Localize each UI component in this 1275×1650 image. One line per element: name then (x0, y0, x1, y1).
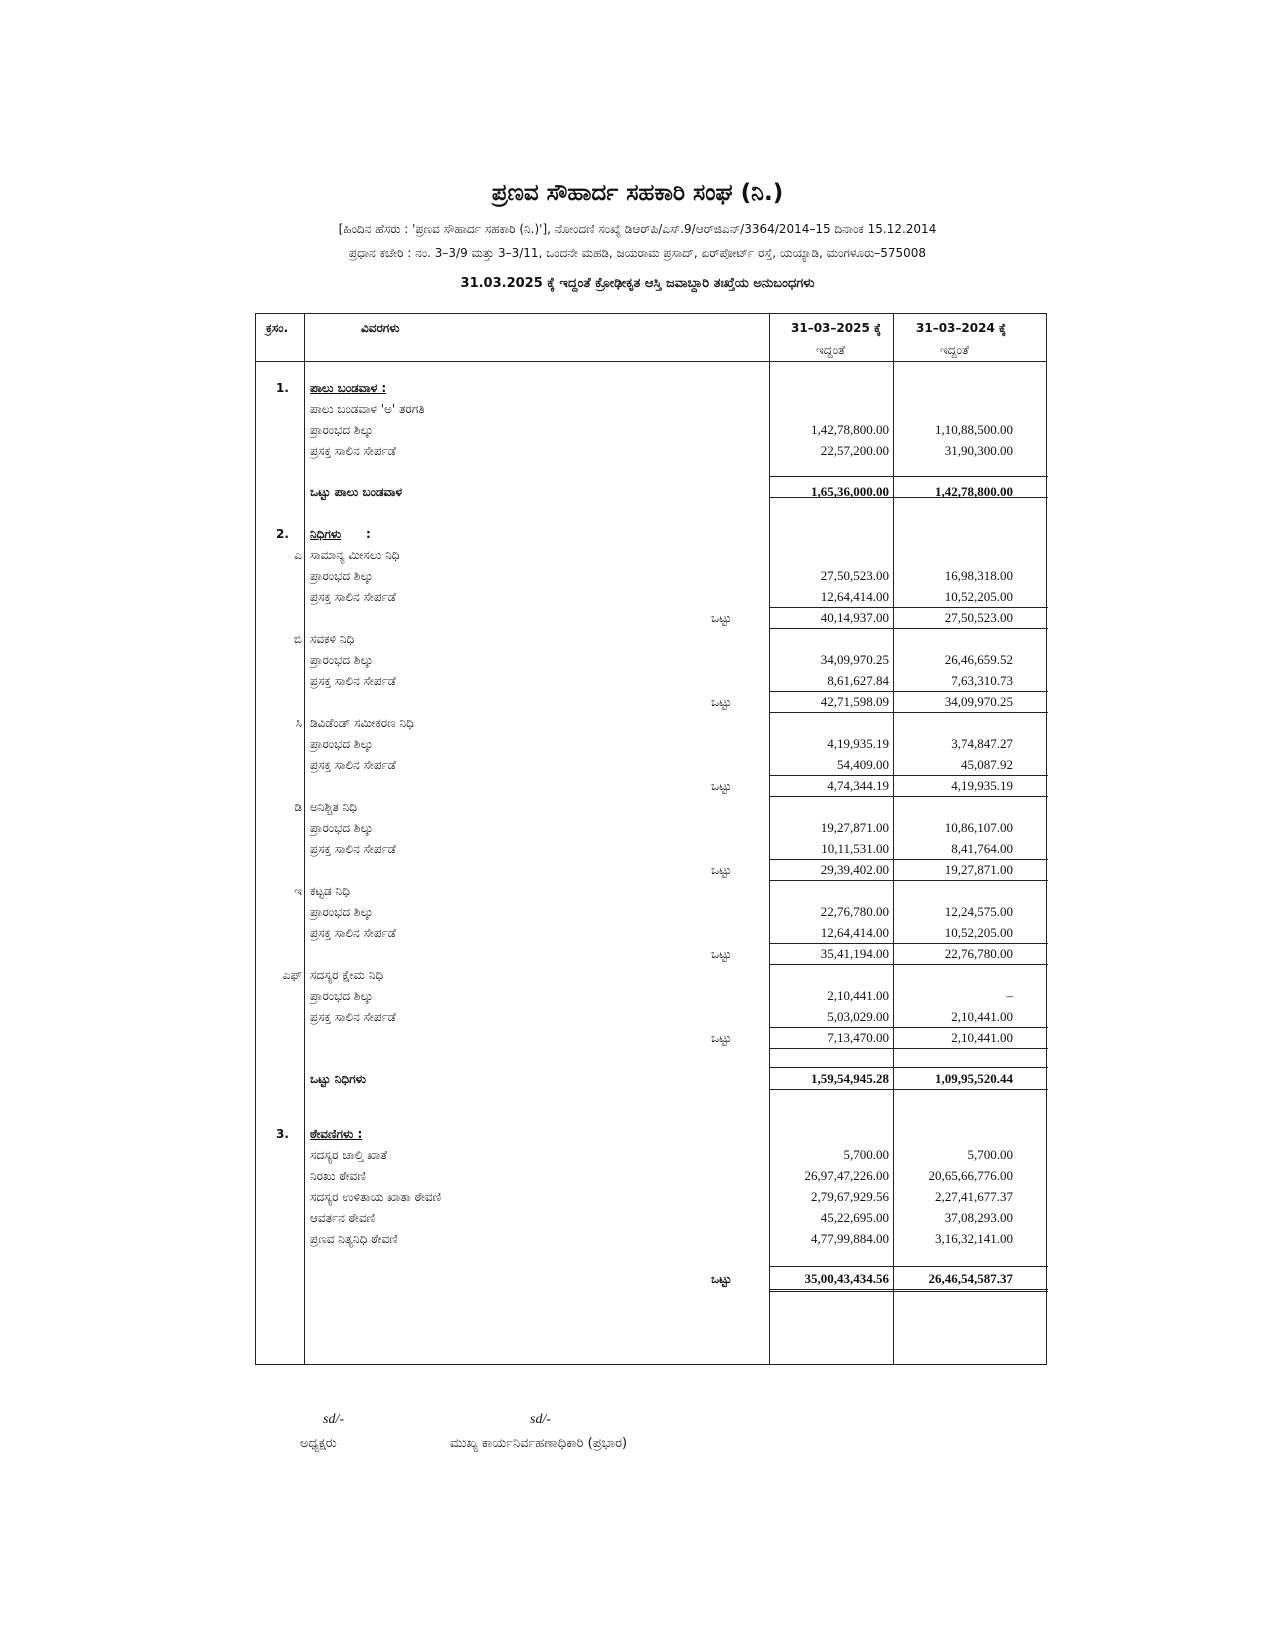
value-2025: 22,57,200.00 (820, 443, 889, 458)
value-2025: 2,79,67,929.56 (811, 1189, 889, 1204)
subtotal-rule-bottom (769, 1048, 1048, 1049)
row-label: ಪ್ರಾರಂಭದ ಶಿಲ್ಕು (310, 423, 374, 437)
subtotal-2024: 4,19,935.19 (951, 778, 1013, 793)
value-2025: 54,409.00 (837, 757, 889, 772)
subtotal-rule-top (769, 1027, 1048, 1028)
column-divider (893, 314, 894, 1364)
row-label: ಪ್ರಸಕ್ತ ಸಾಲಿನ ಸೇರ್ಪಡೆ (310, 1010, 396, 1024)
subtotal-2024: 19,27,871.00 (944, 862, 1013, 877)
fund-name: ಸಾಮಾನ್ಯ ಮೀಸಲು ನಿಧಿ (310, 548, 400, 562)
row-label: ಪ್ರಾರಂಭದ ಶಿಲ್ಕು (310, 737, 374, 751)
subtotal-rule-top (769, 691, 1048, 692)
fund-name: ಕಟ್ಟಡ ನಿಧಿ (310, 884, 350, 898)
value-2024: 3,74,847.27 (951, 736, 1013, 751)
row-label: ಪ್ರಸಕ್ತ ಸಾಲಿನ ಸೇರ್ಪಡೆ (310, 444, 396, 458)
value-2025: 1,42,78,800.00 (811, 422, 889, 437)
value-2025: 5,03,029.00 (827, 1009, 889, 1024)
subtotal-2024: 27,50,523.00 (944, 610, 1013, 625)
subtotal-2025: 29,39,402.00 (820, 862, 889, 877)
value-2025: 4,19,935.19 (827, 736, 889, 751)
total-2024: 1,42,78,800.00 (935, 484, 1013, 499)
subtotal-2024: 34,09,970.25 (944, 694, 1013, 709)
subtotal-rule-bottom (769, 712, 1048, 713)
value-2024: 37,08,293.00 (944, 1210, 1013, 1225)
society-title: ಪ್ರಣವ ಸೌಹಾರ್ದ ಸಹಕಾರಿ ಸಂಘ (ನಿ.) (491, 180, 784, 206)
row-label: ಪ್ರಾರಂಭದ ಶಿಲ್ಕು (310, 989, 374, 1003)
subtotal-2025: 35,41,194.00 (820, 946, 889, 961)
value-2024: 7,63,310.73 (951, 673, 1013, 688)
value-2025: 4,77,99,884.00 (811, 1231, 889, 1246)
value-2024: 2,10,441.00 (951, 1009, 1013, 1024)
total-2024: 26,46,54,587.37 (928, 1271, 1013, 1286)
value-2024: 10,52,205.00 (944, 925, 1013, 940)
col-header-2024: 31–03–2024 ಕ್ಕೆ (916, 321, 1006, 335)
value-2024: 31,90,300.00 (944, 443, 1013, 458)
total-2025: 35,00,43,434.56 (804, 1271, 889, 1286)
value-2024: 8,41,764.00 (951, 841, 1013, 856)
statement-heading: 31.03.2025 ಕ್ಕೆ ಇದ್ದಂತೆ ಕ್ರೋಢೀಕೃತ ಆಸ್ತಿ ಜವಾಬ್ದಾರಿ ತಃಖ್ತೆಯ ಅನುಬಂಧಗಳು (460, 276, 815, 291)
subtotal-rule-bottom (769, 796, 1048, 797)
subtotal-label: ಒಟ್ಟು (711, 863, 732, 877)
former-name-registration: [ಹಿಂದಿನ ಹೆಸರು : 'ಪ್ರಣವ ಸೌಹಾರ್ದ ಸಹಕಾರಿ (ನಿ.)'], ನೋಂದಣಿ ಸಂಖ್ಯೆ ಡಿಆರ್‌ಪಿ/ಎಸ್.9/ಆರ್‌ಜಿಎನ್/3364/2014–15 ದಿನಾಂಕ 15.12.2014 (338, 222, 937, 236)
column-divider (769, 314, 770, 1364)
deposit-label: ಸದಸ್ಯರ ಚಾಲ್ತಿ ಖಾತೆ (310, 1148, 388, 1162)
col-header-2024-sub: ಇದ್ದಂತೆ (940, 343, 969, 357)
value-2025: 19,27,871.00 (820, 820, 889, 835)
value-2025: 26,97,47,226.00 (804, 1168, 889, 1183)
subtotal-2024: 22,76,780.00 (944, 946, 1013, 961)
value-2025: 45,22,695.00 (820, 1210, 889, 1225)
total-rule-top (769, 476, 1048, 477)
subtotal-label: ಒಟ್ಟು (711, 611, 732, 625)
total-2025: 1,65,36,000.00 (811, 484, 889, 499)
value-2024: 2,27,41,677.37 (935, 1189, 1013, 1204)
row-label: ಪ್ರಾರಂಭದ ಶಿಲ್ಕು (310, 569, 374, 583)
deposit-label: ಸದಸ್ಯರ ಉಳಿತಾಯ ಖಾತಾ ಠೇವಣಿ (310, 1190, 442, 1204)
subtotal-label: ಒಟ್ಟು (711, 947, 732, 961)
value-2024: 10,52,205.00 (944, 589, 1013, 604)
col-header-sno: ಕ್ರಸಂ. (266, 321, 289, 335)
fund-letter: ಇ (294, 884, 302, 898)
row-label: ಪ್ರಾರಂಭದ ಶಿಲ್ಕು (310, 821, 374, 835)
subtotal-rule-top (769, 859, 1048, 860)
fund-name: ಅನಿಶ್ಚಿತ ನಿಧಿ (310, 800, 357, 814)
deposits-total-label: ಒಟ್ಟು (711, 1272, 732, 1286)
subtotal-rule-top (769, 943, 1048, 944)
row-label: ಪ್ರಸಕ್ತ ಸಾಲಿನ ಸೇರ್ಪಡೆ (310, 674, 396, 688)
total-rule-bottom (769, 497, 1048, 498)
subtotal-2024: 2,10,441.00 (951, 1030, 1013, 1045)
subtotal-2025: 42,71,598.09 (820, 694, 889, 709)
row-label: ಪ್ರಾರಂಭದ ಶಿಲ್ಕು (310, 905, 374, 919)
president-signature: sd/- (323, 1412, 344, 1427)
fund-name: ಸವಕಳಿ ನಿಧಿ (310, 632, 355, 646)
value-2025: 2,10,441.00 (827, 988, 889, 1003)
subtotal-rule-top (769, 607, 1048, 608)
section-number: 2. (276, 527, 289, 541)
subtotal-label: ಒಟ್ಟು (711, 695, 732, 709)
section-title-share-capital: ಪಾಲು ಬಂಡವಾಳ : (310, 381, 387, 395)
fund-letter: ಬಿ (293, 632, 302, 646)
value-2024: – (1006, 988, 1013, 1003)
subtotal-rule-bottom (769, 964, 1048, 965)
value-2025: 10,11,531.00 (821, 841, 889, 856)
section-number: 3. (276, 1127, 289, 1141)
section-title-funds: ನಿಧಿಗಳು (310, 527, 342, 541)
subtotal-rule-bottom (769, 628, 1048, 629)
value-2024: 45,087.92 (961, 757, 1013, 772)
value-2024: 20,65,66,776.00 (928, 1168, 1013, 1183)
subtotal-2025: 40,14,937.00 (820, 610, 889, 625)
row-label-total-funds: ಒಟ್ಟು ನಿಧಿಗಳು (310, 1072, 367, 1086)
row-label-total: ಒಟ್ಟು ಪಾಲು ಬಂಡವಾಳ (310, 485, 402, 499)
col-header-2025: 31–03–2025 ಕ್ಕೆ (791, 321, 881, 335)
value-2025: 5,700.00 (843, 1147, 889, 1162)
ceo-title: ಮುಖ್ಯ ಕಾರ್ಯನಿರ್ವಹಣಾಧಿಕಾರಿ (ಪ್ರಭಾರ) (450, 1436, 628, 1451)
deposit-label: ನಿರಖು ಠೇವಣಿ (310, 1169, 366, 1183)
column-divider (304, 314, 305, 1364)
total-2024: 1,09,95,520.44 (935, 1071, 1013, 1086)
row-label: ಪ್ರಸಕ್ತ ಸಾಲಿನ ಸೇರ್ಪಡೆ (310, 590, 396, 604)
fund-name: ಸದಸ್ಯರ ಕ್ಷೇಮ ನಿಧಿ (310, 968, 384, 982)
total-rule-top (769, 1266, 1048, 1267)
fund-letter: ಎಫ್ (282, 968, 302, 982)
value-2025: 22,76,780.00 (820, 904, 889, 919)
deposit-label: ಪ್ರಣವ ನಿತ್ಯನಿಧಿ ಠೇವಣಿ (310, 1232, 398, 1246)
value-2024: 10,86,107.00 (944, 820, 1013, 835)
total-rule-bottom (769, 1289, 1048, 1290)
value-2024: 16,98,318.00 (944, 568, 1013, 583)
section-title-deposits: ಠೇವಣಿಗಳು : (310, 1127, 363, 1141)
row-label: ಪ್ರಸಕ್ತ ಸಾಲಿನ ಸೇರ್ಪಡೆ (310, 842, 396, 856)
total-rule-top (769, 1067, 1048, 1068)
fund-letter: ಸಿ (295, 716, 302, 730)
value-2024: 26,46,659.52 (944, 652, 1013, 667)
subtotal-rule-bottom (769, 880, 1048, 881)
total-2025: 1,59,54,945.28 (811, 1071, 889, 1086)
president-title: ಅಧ್ಯಕ್ಷರು (300, 1436, 337, 1451)
section-title-colon: : (366, 527, 371, 541)
subtotal-label: ಒಟ್ಟು (711, 779, 732, 793)
value-2024: 1,10,88,500.00 (935, 422, 1013, 437)
subtotal-2025: 7,13,470.00 (827, 1030, 889, 1045)
value-2025: 12,64,414.00 (820, 925, 889, 940)
col-header-2025-sub: ಇದ್ದಂತೆ (816, 343, 845, 357)
row-label: ಪ್ರಸಕ್ತ ಸಾಲಿನ ಸೇರ್ಪಡೆ (310, 758, 396, 772)
header-divider (256, 361, 1046, 362)
head-office-address: ಪ್ರಧಾನ ಕಚೇರಿ : ನಂ. 3–3/9 ಮತ್ತು 3–3/11, ಒಂದನೇ ಮಹಡಿ, ಜಯರಾಮ ಪ್ರಸಾದ್, ಏರ್‌ಪೋರ್ಟ್ ರಸ್ತೆ, ಯಯ್ಯಾಡಿ, ಮಂಗಳೂರು–575008 (348, 246, 927, 260)
annexure-table (255, 313, 1047, 1365)
fund-letter: ಎ (294, 548, 302, 562)
value-2024: 3,16,32,141.00 (935, 1231, 1013, 1246)
total-rule-bottom (769, 1089, 1048, 1090)
value-2025: 27,50,523.00 (820, 568, 889, 583)
fund-letter: ಡಿ (294, 800, 302, 814)
subtotal-label: ಒಟ್ಟು (711, 1031, 732, 1045)
col-header-particulars: ವಿವರಗಳು (361, 321, 400, 335)
value-2024: 5,700.00 (967, 1147, 1013, 1162)
subtotal-rule-top (769, 775, 1048, 776)
row-label: ಪ್ರಸಕ್ತ ಸಾಲಿನ ಸೇರ್ಪಡೆ (310, 926, 396, 940)
value-2025: 12,64,414.00 (820, 589, 889, 604)
value-2025: 34,09,970.25 (820, 652, 889, 667)
fund-name: ಡಿವಿಡೆಂಡ್ ಸಮೀಕರಣ ನಿಧಿ (310, 716, 414, 730)
deposit-label: ಆವರ್ತನ ಠೇವಣಿ (310, 1211, 376, 1225)
ceo-signature: sd/- (530, 1412, 551, 1427)
section-number: 1. (276, 381, 289, 395)
value-2024: 12,24,575.00 (944, 904, 1013, 919)
row-label: ಪಾಲು ಬಂಡವಾಳ 'ಅ' ತರಗತಿ (310, 402, 425, 416)
total-rule-bottom-double (769, 1291, 1048, 1292)
row-label: ಪ್ರಾರಂಭದ ಶಿಲ್ಕು (310, 653, 374, 667)
value-2025: 8,61,627.84 (827, 673, 889, 688)
subtotal-2025: 4,74,344.19 (827, 778, 889, 793)
